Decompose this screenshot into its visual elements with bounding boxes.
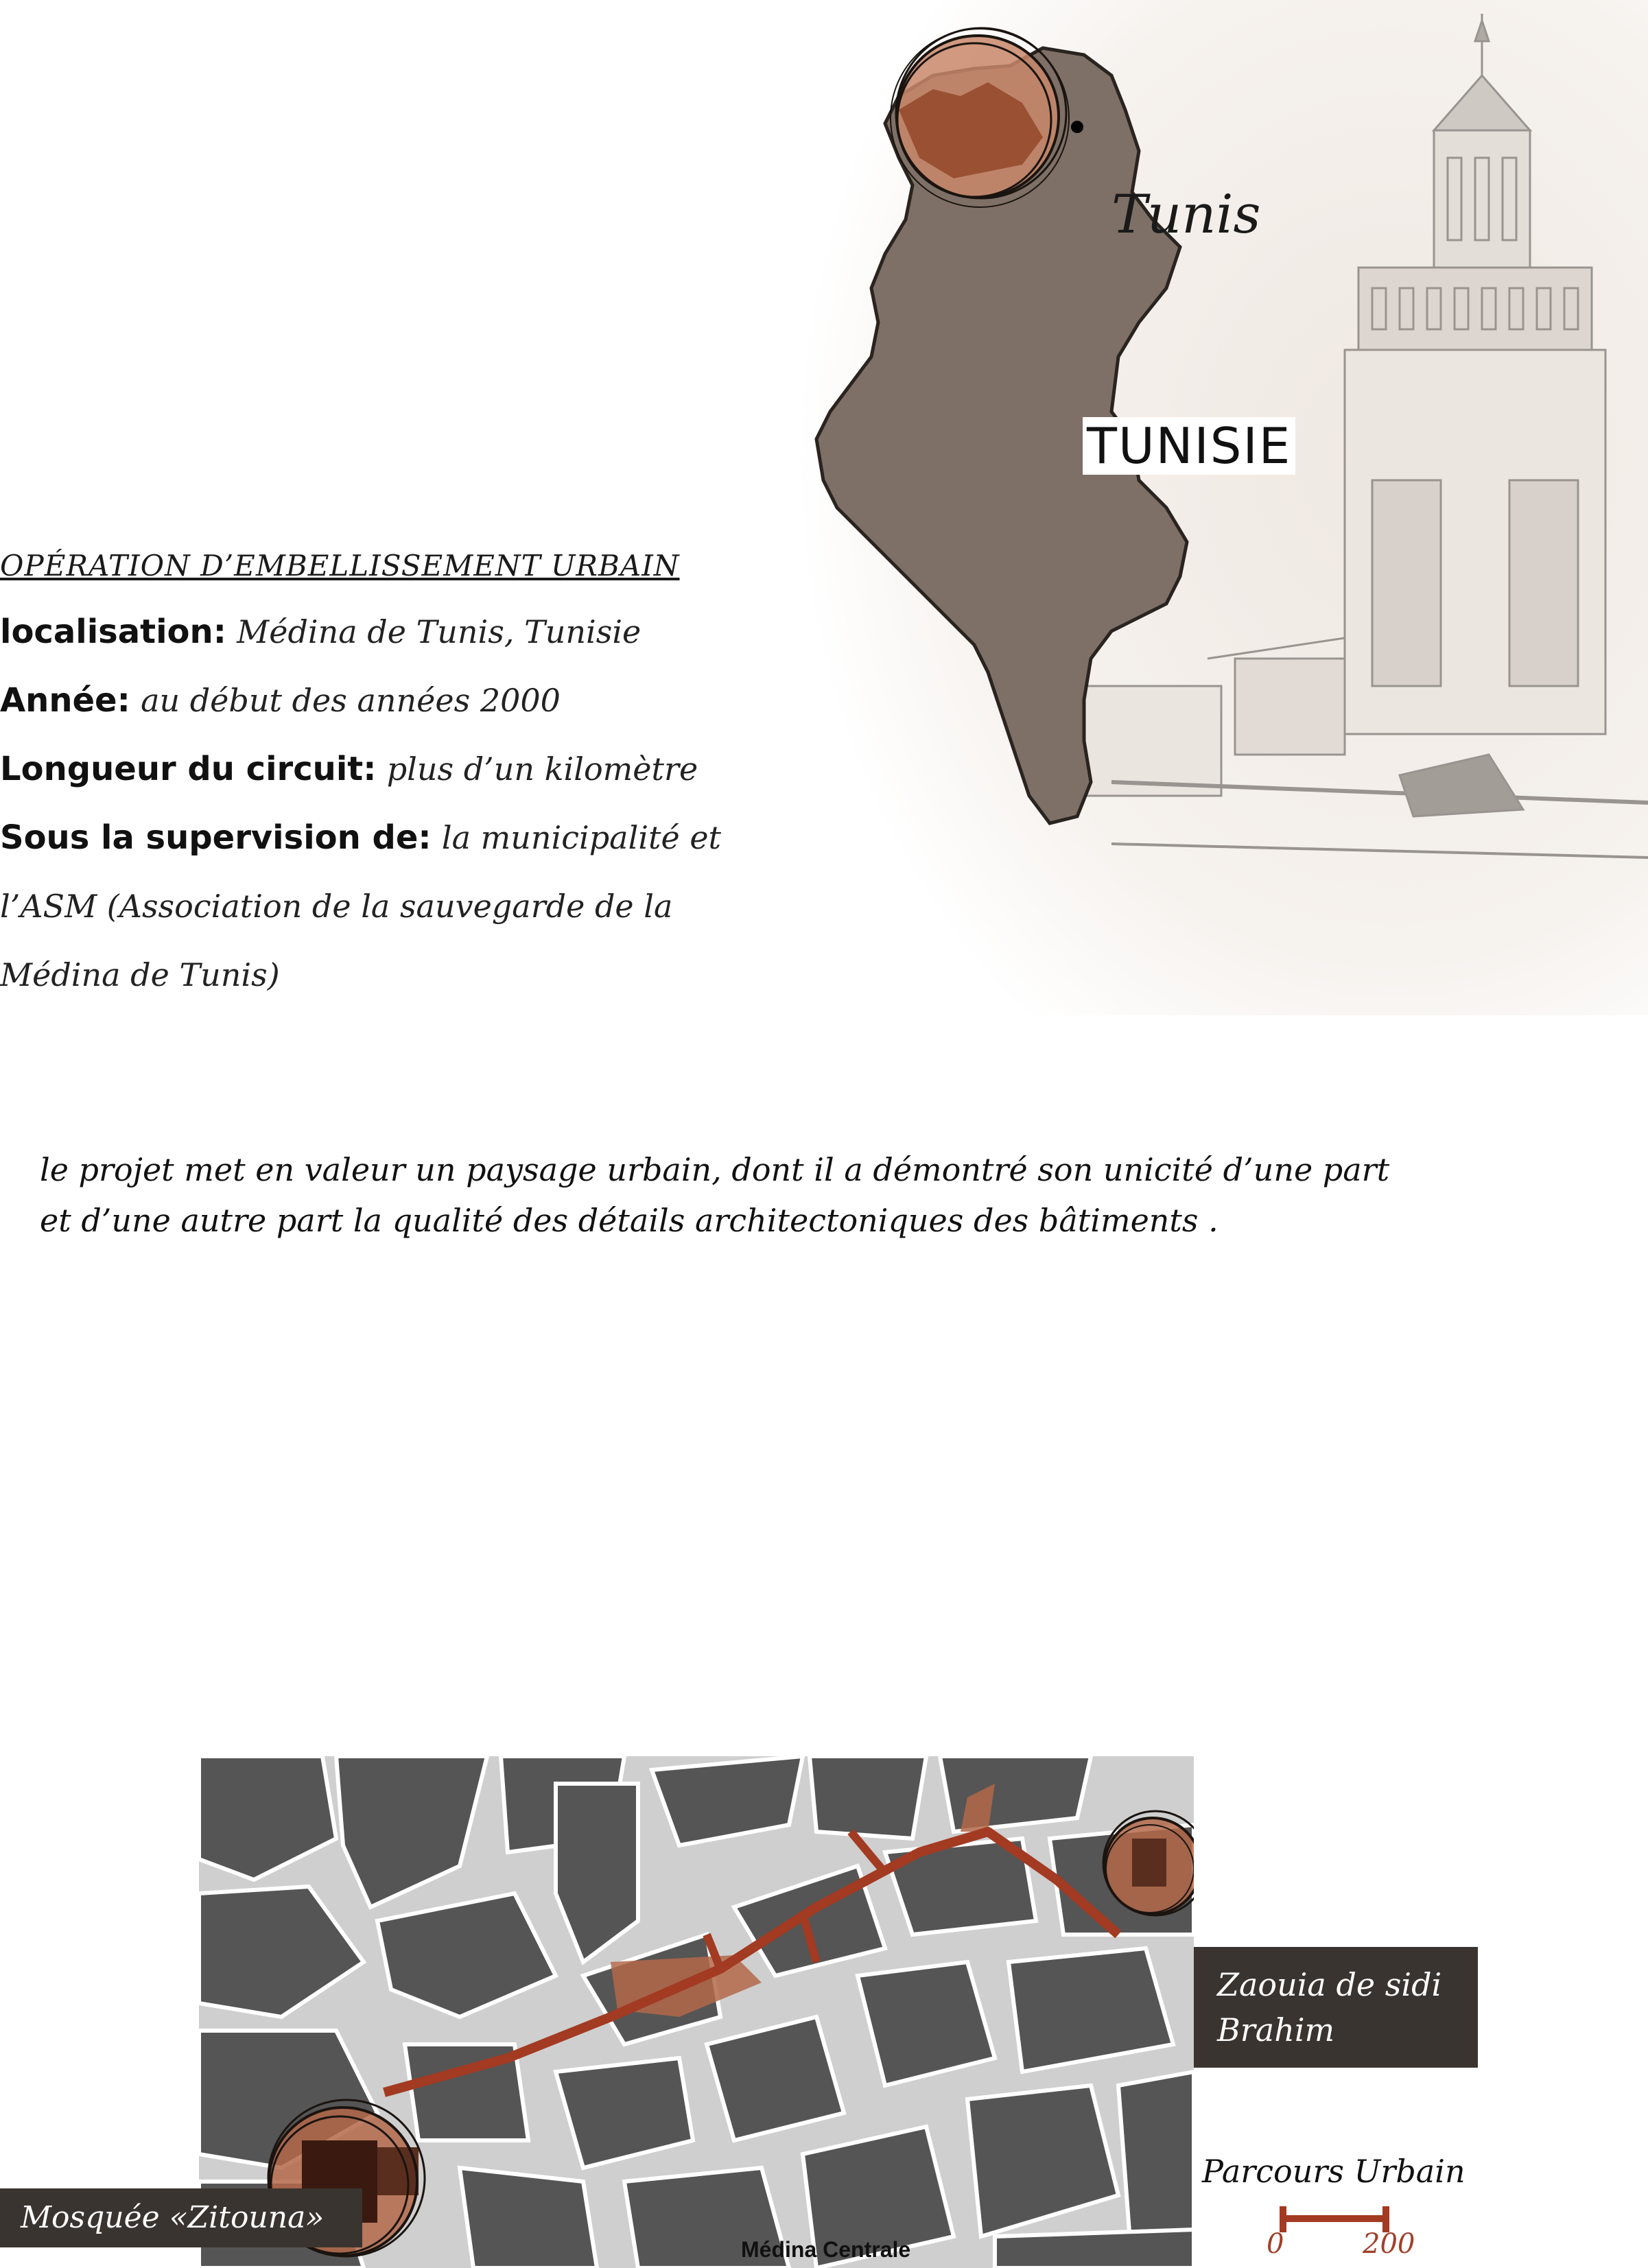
tunis-label: Tunis <box>1111 184 1261 246</box>
zaouia-label <box>1194 1947 1478 2068</box>
project-info <box>0 549 810 1009</box>
operation-title: OPÉRATION D’EMBELLISSEMENT URBAIN <box>0 549 680 582</box>
project-description <box>40 1144 1549 1246</box>
info-row-localisation <box>0 598 810 666</box>
description-line-1: le projet met en valeur un paysage urbain, dont il a démontré son unicité d’une part <box>40 1151 1390 1188</box>
zaouia-circle <box>1103 1811 1194 1915</box>
map-caption: Médina Centrale <box>741 2237 911 2262</box>
zitouna-label: Mosquée «Zitouna» <box>0 2188 362 2247</box>
zaouia-label-line-1: Zaouia de sidi <box>1217 1966 1442 2003</box>
annee-value: au début des années 2000 <box>141 682 561 719</box>
legend-parcours-urbain: Parcours Urbain <box>1202 2153 1465 2190</box>
zaouia-label-line-2: Brahim <box>1217 2011 1335 2048</box>
tunisia-location-illustration <box>796 0 1648 1015</box>
description-line-2: et d’une autre part la qualité des détails architectoniques des bâtiments . <box>40 1202 1219 1239</box>
supervision-key: Sous la supervision de: <box>0 818 432 857</box>
scale-start-label: 0 <box>1267 2228 1284 2260</box>
supervision-value-3: Médina de Tunis) <box>0 956 280 993</box>
supervision-value-1: la municipalité et <box>441 819 722 856</box>
scale-end-label: 200 <box>1363 2228 1415 2260</box>
scale-bar <box>1262 2205 1461 2268</box>
supervision-value-2: l’ASM (Association de la sauvegarde de la <box>0 888 673 925</box>
info-row-supervision-3 <box>0 941 810 1009</box>
longueur-value: plus d’un kilomètre <box>386 751 698 788</box>
localisation-value: Médina de Tunis, Tunisie <box>237 613 641 650</box>
annee-key: Année: <box>0 681 130 720</box>
info-row-annee <box>0 666 810 735</box>
tunisie-label: TUNISIE <box>1083 417 1295 475</box>
info-row-longueur <box>0 735 810 803</box>
localisation-key: localisation: <box>0 613 226 651</box>
longueur-key: Longueur du circuit: <box>0 750 377 788</box>
info-row-supervision-2 <box>0 872 810 941</box>
info-row-supervision <box>0 803 810 872</box>
